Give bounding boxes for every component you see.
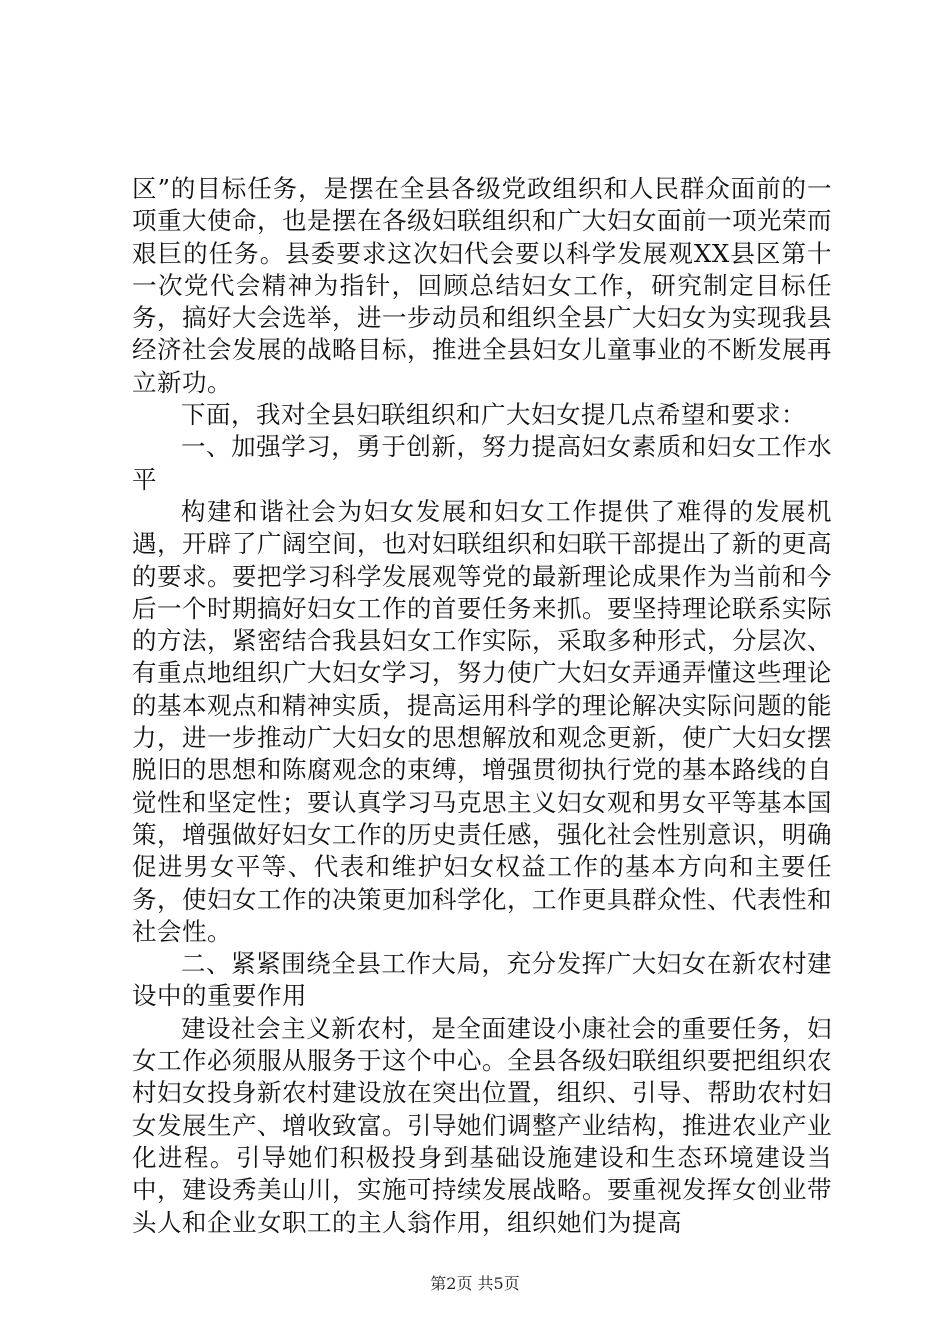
paragraph-section-2-body: 建设社会主义新农村，是全面建设小康社会的重要任务，妇女工作必须服从服务于这个中心。全县各级妇联组织要把组织农村妇女投身新农村建设放在突出位置，组织、引导、帮助农村妇女发展生产、增收致富。引导她们调整产业结构，推进农业产业化进程。引导她们积极投身到基础设施建设和生态环境建设当中，建设秀美山川，实施可持续发展战略。要重视发挥女创业带头人和企业女职工的主人翁作用，组织她们为提高	[132, 1013, 832, 1237]
section-heading-1: 一、加强学习，勇于创新，努力提高妇女素质和妇女工作水平	[132, 432, 832, 494]
page-number-footer: 第2页 共5页	[430, 1274, 520, 1293]
paragraph-continued-intro: 区”的目标任务，是摆在全县各级党政组织和人民群众面前的一项重大使命，也是摆在各级妇联组织和广大妇女面前一项光荣而艰巨的任务。县委要求这次妇代会要以科学发展观XX县区第十一次党代会精神为指针，回顾总结妇女工作，研究制定目标任务，搞好大会选举，进一步动员和组织全县广大妇女为实现我县经济社会发展的战略目标，推进全县妇女儿童事业的不断发展再立新功。	[132, 174, 832, 397]
paragraph-section-1-body: 构建和谐社会为妇女发展和妇女工作提供了难得的发展机遇，开辟了广阔空间，也对妇联组织和妇联干部提出了新的更高的要求。要把学习科学发展观等党的最新理论成果作为当前和今后一个时期搞好妇女工作的首要任务来抓。要坚持理论联系实际的方法，紧密结合我县妇女工作实际，采取多种形式，分层次、有重点地组织广大妇女学习，努力使广大妇女弄通弄懂这些理论的基本观点和精神实质，提高运用科学的理论解决实际问题的能力，进一步推动广大妇女的思想解放和观念更新，使广大妇女摆脱旧的思想和陈腐观念的束缚，增强贯彻执行党的基本路线的自觉性和坚定性；要认真学习马克思主义妇女观和男女平等基本国策，增强做好妇女工作的历史责任感，强化社会性别意识，明确促进男女平等、代表和维护妇女权益工作的基本方向和主要任务，使妇女工作的决策更加科学化，工作更具群众性、代表性和社会性。	[132, 496, 832, 946]
section-heading-2: 二、紧紧围绕全县工作大局，充分发挥广大妇女在新农村建设中的重要作用	[132, 949, 832, 1011]
paragraph-requirements-lead: 下面，我对全县妇联组织和广大妇女提几点希望和要求：	[181, 400, 806, 430]
document-body	[132, 173, 832, 1239]
